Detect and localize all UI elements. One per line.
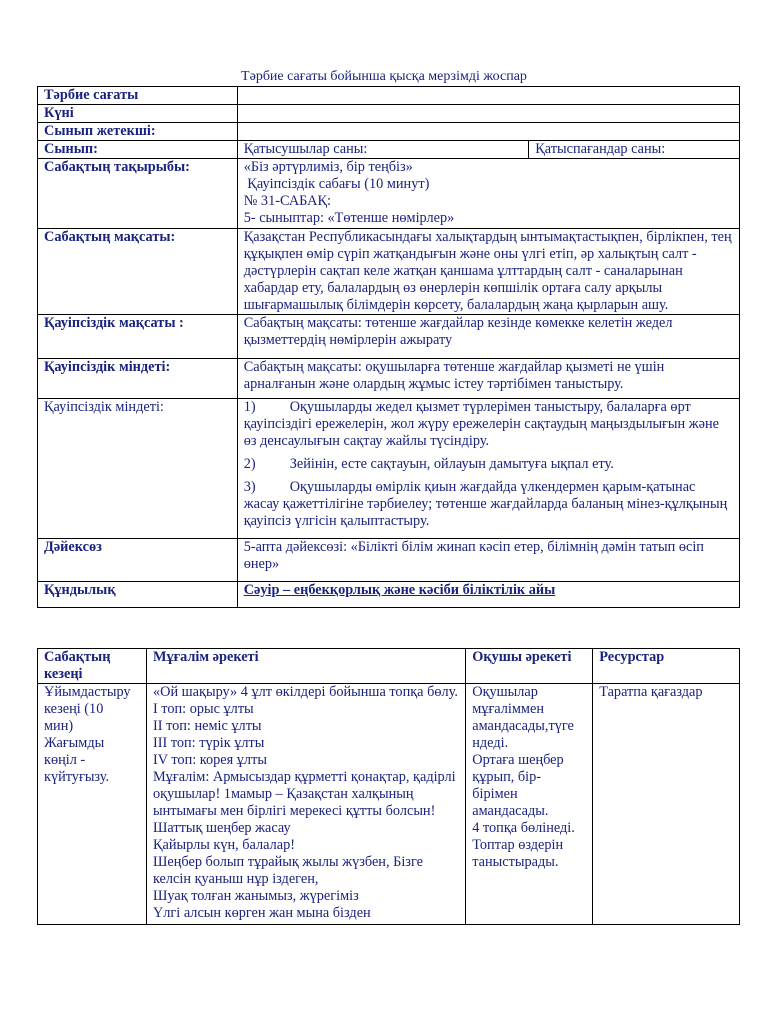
stage-line: кезеңі (10	[44, 701, 104, 717]
task-number: 3)	[243, 479, 256, 495]
task-text: Оқушыларды өмірлік қиын жағдайда үлкендермен қарым-қатынас жасау қажеттілігіне тәрбиелеу; төтенше жағдайларда баланың мінез-құлқының қауіпсіз үлгісін қалыптастыру.	[243, 479, 728, 529]
teacher-line: Қайырлы күн, балалар!	[152, 837, 296, 853]
page-title: Тәрбие сағаты бойынша қысқа мерзімді жоспар	[241, 69, 527, 84]
stage-line: Ұйымдастыру	[44, 684, 131, 700]
activity-table	[37, 648, 740, 925]
label-safety-goal: Қауіпсіздік мақсаты :	[38, 315, 238, 359]
task-item	[244, 399, 733, 450]
label-event: Тәрбие сағаты	[38, 87, 238, 105]
teacher-line: Шаттық шеңбер жасау	[152, 820, 291, 836]
student-line: 4 топқа бөлінеді.	[472, 820, 575, 836]
row-event	[38, 87, 740, 105]
topic-line: «Біз әртүрлиміз, бір теңбіз»	[243, 159, 413, 175]
activity-row	[38, 684, 740, 925]
value-safety-task: Сабақтың мақсаты: оқушыларға төтенше жағдайлар қызметі не үшін арналғанын және олардың жұмыс істеу тәртібімен таныстыру.	[237, 359, 739, 399]
value-safety-goal: Сабақтың мақсаты: төтенше жағдайлар кезінде көмекке келетін жедел қызметтердің нөмірлерін ажырату	[237, 315, 739, 359]
student-line: Оқушылар мұғаліммен амандасады,түге ндеді.	[472, 684, 574, 751]
label-quote: Дәйексөз	[38, 539, 238, 582]
absent-count: Қатыспағандар саны:	[529, 141, 740, 159]
present-count: Қатысушылар саны:	[237, 141, 529, 159]
stage-line: Жағымды	[44, 735, 105, 751]
row-safety-task	[38, 359, 740, 399]
teacher-line: II топ: неміс ұлты	[152, 718, 262, 734]
teacher-cell	[146, 684, 465, 925]
stage-line: көңіл -	[44, 752, 86, 768]
task-number: 2)	[243, 456, 256, 472]
teacher-line: III топ: түрік ұлты	[152, 735, 265, 751]
value-value: Сәуір – еңбекқорлық және кәсіби біліктілік айы	[237, 582, 739, 608]
topic-line: 5- сыныптар: «Төтенше нөмірлер»	[243, 210, 455, 226]
task-item	[244, 456, 733, 473]
label-teacher: Сынып жетекші:	[38, 123, 238, 141]
label-safety-task: Қауіпсіздік міндеті:	[38, 359, 238, 399]
teacher-line: Мұғалім: Армысыздар құрметті қонақтар, қадірлі оқушылар! 1мамыр – Қазақстан халқының ынтымағы мен бірлігі мерекесі құтты болсын!	[152, 769, 456, 819]
row-topic	[38, 159, 740, 229]
label-safety-task-2: Қауіпсіздік міндеті:	[38, 399, 238, 539]
value-quote: 5-апта дәйексөзі: «Білікті білім жинап кәсіп етер, білімнің дәмін татып өсіп өнер»	[237, 539, 739, 582]
student-line: Топтар өздерін таныстырады.	[472, 837, 564, 870]
activity-header-row	[38, 649, 740, 684]
row-class	[38, 141, 740, 159]
label-class: Сынып:	[38, 141, 238, 159]
topic-line: № 31-САБАҚ:	[243, 193, 331, 209]
teacher-line: Шуақ толған жанымыз, жүрегіміз	[152, 888, 359, 904]
stage-line: күйтуғызу.	[44, 769, 110, 785]
header-stage: Сабақтың кезеңі	[38, 649, 147, 684]
header-resources: Ресурстар	[593, 649, 740, 684]
stage-line: мин)	[44, 718, 74, 734]
label-goal: Сабақтың мақсаты:	[38, 229, 238, 315]
teacher-line: IV топ: корея ұлты	[152, 752, 267, 768]
stage-cell	[38, 684, 147, 925]
plan-table	[37, 86, 740, 608]
row-goal	[38, 229, 740, 315]
row-safety-task-2	[38, 399, 740, 539]
student-cell	[466, 684, 593, 925]
value-event	[237, 87, 739, 105]
row-day	[38, 105, 740, 123]
task-item	[244, 479, 733, 530]
teacher-line: Шеңбер болып тұрайық жылы жүзбен, Бізге келсін қуаныш нұр іздеген,	[152, 854, 423, 887]
task-number: 1)	[243, 399, 256, 415]
label-value: Құндылық	[38, 582, 238, 608]
teacher-line: Үлгі алсын көрген жан мына бізден	[152, 905, 371, 921]
topic-line: Қауіпсіздік сабағы (10 минут)	[243, 176, 430, 192]
header-student: Оқушы әрекеті	[466, 649, 593, 684]
row-safety-goal	[38, 315, 740, 359]
teacher-line: «Ой шақыру» 4 ұлт өкілдері бойынша топқа бөлу.	[152, 684, 458, 700]
row-teacher	[38, 123, 740, 141]
value-topic	[237, 159, 739, 229]
teacher-line: I топ: орыс ұлты	[152, 701, 254, 717]
header-teacher: Мұғалім әрекеті	[146, 649, 465, 684]
resources-cell: Таратпа қағаздар	[593, 684, 740, 925]
row-quote	[38, 539, 740, 582]
student-line: Ортаға шеңбер құрып, бір-бірімен амандасады.	[472, 752, 564, 819]
value-teacher	[237, 123, 739, 141]
value-safety-task-2	[237, 399, 739, 539]
value-goal: Қазақстан Республикасындағы халықтардың ынтымақтастықпен, бірлікпен, тең құқықпен өмір сүріп жатқандығын және оны үлгі етіп, әр халықтың салт - дәстүрлерін сақтап келе жатқан қаншама ұлттардың салт - саналарынан хабардар ету, балалардың өз өнерлерін көпшілік ортаға салу арқылы шығармашылық білімдерін көрсету, балалардың жаңа қырларын ашу.	[237, 229, 739, 315]
value-day	[237, 105, 739, 123]
label-day: Күні	[38, 105, 238, 123]
task-text: Оқушыларды жедел қызмет түрлерімен таныстыру, балаларға өрт қауіпсіздігі ережелерін, жол жүру ережелерін сақтаудың маңыздылығын және өз денсаулығын сақтау жайлы түсіндіру.	[243, 399, 719, 449]
task-text: Зейінін, есте сақтауын, ойлауын дамытуға ықпал ету.	[289, 456, 614, 472]
label-topic: Сабақтың тақырыбы:	[38, 159, 238, 229]
row-value	[38, 582, 740, 608]
